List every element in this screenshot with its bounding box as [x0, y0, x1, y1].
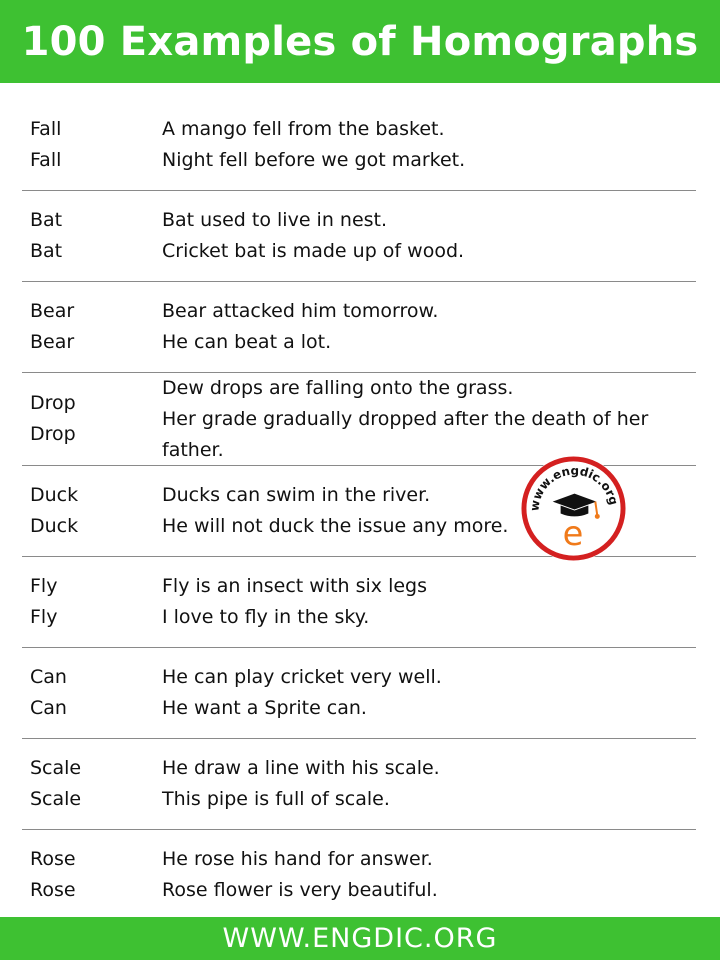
word-cell	[22, 114, 162, 176]
word-cell	[22, 205, 162, 267]
word-label: Scale	[30, 788, 82, 810]
word-label: Drop	[30, 423, 76, 445]
table-row	[22, 830, 696, 921]
sentence-text: I love to fly in the sky.	[162, 606, 370, 628]
sentence-cell	[162, 296, 696, 358]
badge-url-text: www.engdic.org	[527, 463, 621, 512]
word-label: Can	[30, 697, 67, 719]
word-label: Bear	[30, 300, 75, 322]
sentence-text: He can play cricket very well.	[162, 666, 442, 688]
sentence-cell	[162, 844, 696, 906]
word-cell	[22, 753, 162, 815]
word-label: Duck	[30, 484, 79, 506]
word-cell	[22, 388, 162, 450]
sentence-text: Cricket bat is made up of wood.	[162, 240, 465, 262]
sentence-text: Fly is an insect with six legs	[162, 575, 428, 597]
table-row	[22, 648, 696, 739]
word-cell	[22, 662, 162, 724]
sentence-text: Ducks can swim in the river.	[162, 484, 431, 506]
word-label: Fall	[30, 118, 62, 140]
table-row	[22, 739, 696, 830]
sentence-text: He want a Sprite can.	[162, 697, 367, 719]
word-label: Bat	[30, 209, 63, 231]
word-cell	[22, 571, 162, 633]
word-label: Scale	[30, 757, 82, 779]
sentence-text: Night fell before we got market.	[162, 149, 466, 171]
table-row	[22, 373, 696, 466]
word-cell	[22, 296, 162, 358]
table-row	[22, 282, 696, 373]
sentence-text: This pipe is full of scale.	[162, 788, 390, 810]
word-label: Fall	[30, 149, 62, 171]
cap-tassel-end-icon	[595, 514, 600, 519]
sentence-cell	[162, 753, 696, 815]
sentence-text: Bat used to live in nest.	[162, 209, 388, 231]
word-label: Rose	[30, 848, 76, 870]
word-label: Bat	[30, 240, 63, 262]
table-row	[22, 557, 696, 648]
word-label: Duck	[30, 515, 79, 537]
word-label: Drop	[30, 392, 76, 414]
footer-url: WWW.ENGDIC.ORG	[222, 923, 498, 954]
word-cell	[22, 480, 162, 542]
sentence-cell	[162, 373, 696, 466]
sentence-text: Bear attacked him tomorrow.	[162, 300, 439, 322]
sentence-text: He rose his hand for answer.	[162, 848, 433, 870]
sentence-cell	[162, 114, 696, 176]
table-row	[22, 100, 696, 191]
footer-banner	[0, 917, 720, 960]
header-banner	[0, 0, 720, 83]
word-label: Bear	[30, 331, 75, 353]
sentence-text: Rose flower is very beautiful.	[162, 879, 438, 901]
sentence-cell	[162, 662, 696, 724]
badge-letter: e	[562, 514, 584, 554]
sentence-text: Her grade gradually dropped after the death of her father.	[162, 407, 649, 461]
sentence-cell	[162, 571, 696, 633]
sentence-text: He draw a line with his scale.	[162, 757, 440, 779]
page-title: 100 Examples of Homographs	[21, 18, 699, 65]
sentence-text: Dew drops are falling onto the grass.	[162, 376, 514, 399]
sentence-text: He will not duck the issue any more.	[162, 515, 509, 537]
table-row	[22, 191, 696, 282]
word-label: Can	[30, 666, 67, 688]
sentence-text: He can beat a lot.	[162, 331, 332, 353]
word-label: Fly	[30, 575, 58, 597]
word-label: Rose	[30, 879, 76, 901]
sentence-text: A mango fell from the basket.	[162, 118, 445, 140]
engdic-logo-badge	[519, 454, 628, 563]
word-cell	[22, 844, 162, 906]
word-label: Fly	[30, 606, 58, 628]
sentence-cell	[162, 205, 696, 267]
